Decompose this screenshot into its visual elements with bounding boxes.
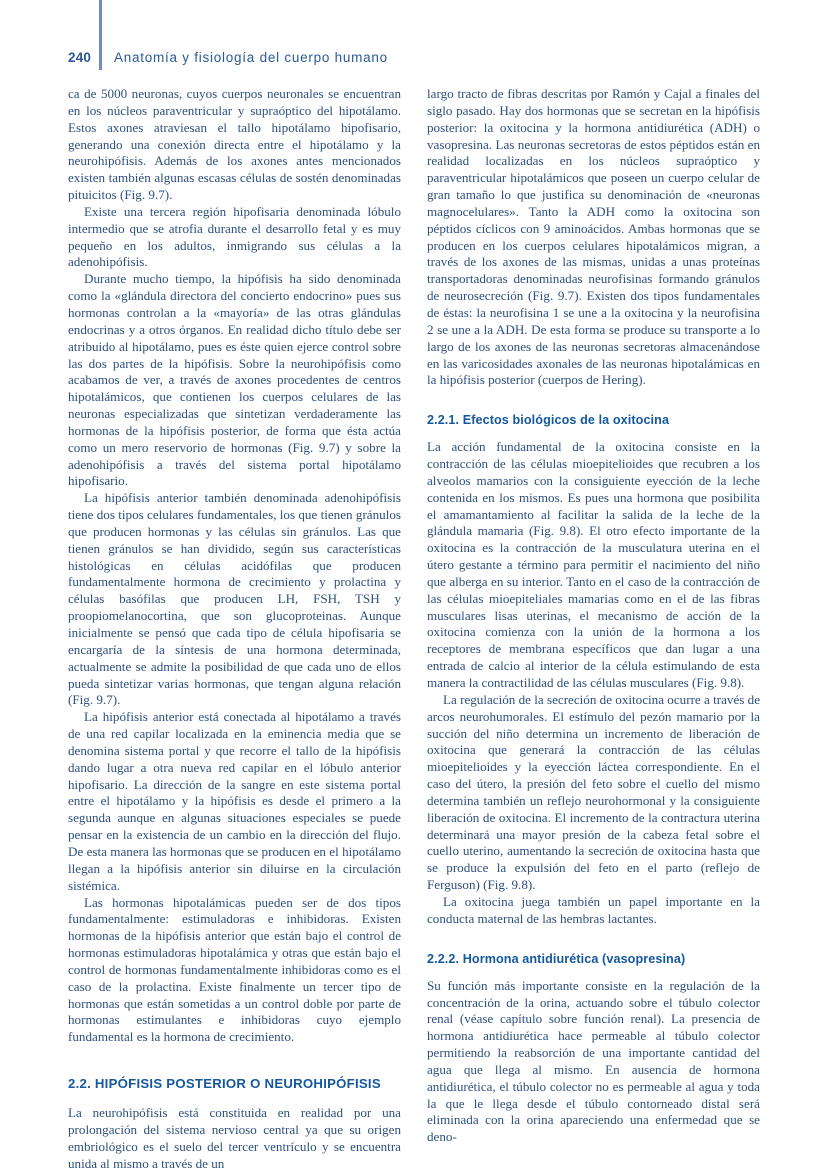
paragraph: La regulación de la secreción de oxitocina ocurre a través de arcos neurohumorales. El estímulo del pezón mamario por la succión del niño determina un incremento de liberación de oxitocina que generará la contracción de las células mioepitelioides y la eyección láctea correspondiente. En el caso del útero, la presión del feto sobre el cuello del mismo determina también un reflejo neurohormonal y la consiguiente liberación de oxitocina. El incremento de la contractura uterina determinará una mayor presión de la cabeza fetal sobre el cuello uterino, aumentando la secreción de oxitocina hasta que se produce la expulsión del feto en el parto (reflejo de Ferguson) (Fig. 9.8). [427, 691, 760, 893]
paragraph: La hipófisis anterior también denominada adenohipófisis tiene dos tipos celulares fundamentales, los que tienen gránulos que producen hormonas y las células sin gránulos. Las que tienen gránulos se han dividido, según sus características histológicas en células acidófilas que producen fundamentalmente hormona de crecimiento y prolactina y células basófilas que producen LH, FSH, TSH y proopiomelanocortina, que son glucoproteinas. Aunque inicialmente se pensó que cada tipo de célula hipofisaria se encargaría de la síntesis de una hormona determinada, actualmente se admite la posibilidad de que cada uno de ellos pueda sintetizar varias hormonas, que tengan alguna relación (Fig. 9.7). [68, 490, 401, 708]
running-head-title: Anatomía y fisiología del cuerpo humano [114, 50, 388, 65]
paragraph: Durante mucho tiempo, la hipófisis ha sido denominada como la «glándula directora del concierto endocrino» pues sus hormonas controlan a la «mayoría» de las otras glándulas endocrinas y a otros órganos. En realidad dicho título debe ser atribuido al hipotálamo, pues es éste quien ejerce control sobre las dos partes de la hipófisis. Sobre la neurohipófisis como acabamos de ver, a través de axones procedentes de centros hipotalámicos, que contienen los cuerpos celulares de las neuronas especializadas que sintetizan verdaderamente las hormonas de la hipófisis posterior, de forma que ésta actúa como un mero reservorio de hormonas (Fig. 9.7) y sobre la adenohipófisis a través del sistema portal hipotálamo hipofisario. [68, 271, 401, 489]
spacer [427, 928, 760, 952]
paragraph: Las hormonas hipotalámicas pueden ser de dos tipos fundamentalmente: estimuladoras e inhibidoras. Existen hormonas de la hipófisis anterior que están bajo el control de hormonas estimuladoras hipotalámica y otras que están bajo el control de hormonas fundamentalmente inhibidoras como es el caso de la prolactina. Existe finalmente un tercer tipo de hormonas que están sometidas a un control doble por parte de hormonas estimulantes e inhibidoras cuyo ejemplo fundamental es la hormona de crecimiento. [68, 894, 401, 1045]
page-number: 240 [68, 50, 92, 65]
paragraph: Su función más importante consiste en la regulación de la concentración de la orina, actuando sobre el túbulo colector renal (véase capítulo sobre función renal). La presencia de hormona antidiurética hace permeable al túbulo colector permitiendo la reabsorción de una importante cantidad del agua que llega al mismo. En ausencia de hormona antidiurética, el túbulo colector no es permeable al agua y toda la que le llega desde el túbulo contorneado distal será eliminada con la orina apareciendo una enfermedad que se deno- [427, 977, 760, 1145]
paragraph: Existe una tercera región hipofisaria denominada lóbulo intermedio que se atrofia durante el desarrollo fetal y es muy pequeño en los adultos, inmigrando sus células a la adenohipófisis. [68, 203, 401, 270]
spacer [68, 1091, 401, 1105]
page-header [68, 0, 768, 72]
subsection-heading-2-2-2: 2.2.2. Hormona antidiurética (vasopresina) [427, 951, 686, 966]
spacer [427, 389, 760, 413]
paragraph: largo tracto de fibras descritas por Ramón y Cajal a finales del siglo pasado. Hay dos hormonas que se secretan en la hipófisis posterior: la oxitocina y la hormona antidiurética (ADH) o vasopresina. Las neuronas secretoras de estos péptidos están en realidad localizadas en los núcleos supraóptico y paraventricular hipotalámicos que poseen un cuerpo celular de gran tamaño lo que justifica su denominación de «neuronas magnocelulares». Tanto la ADH como la oxitocina son péptidos cíclicos con 9 aminoácidos. Ambas hormonas que se producen en los cuerpos celulares hipotalámicos migran, a través de los axones de las mismas, unidas a unas proteínas transportadoras denominadas neurofisinas formando gránulos de neurosecreción (Fig. 9.7). Existen dos tipos fundamentales de éstas: la neurofisina 1 se une a la oxitocina y la neurofisina 2 se une a la ADH. De esta forma se produce su transporte a lo largo de los axones de las neuronas secretoras almacenándose en las varicosidades axonales de las neuronas hipotalámicas en la hipófisis posterior (cuerpos de Hering). [427, 86, 760, 388]
paragraph: La neurohipófisis está constituida en realidad por una prolongación del sistema nervioso central ya que su origen embriológico es el suelo del tercer ventrículo y se encuentra unida al mismo a través de un [68, 1105, 401, 1171]
spacer [427, 966, 760, 978]
text-column-left [68, 86, 401, 1172]
paragraph: La acción fundamental de la oxitocina consiste en la contracción de las células mioepitelioides que recubren a los alveolos mamarios con la consiguiente eyección de la leche contenida en los mismos. Es pues una hormona que posibilita el amamantamiento al facilitar la salida de la leche de la glándula mamaria (Fig. 9.8). El otro efecto importante de la oxitocina es la contracción de la musculatura uterina en el útero gestante a término para permitir el nacimiento del niño que alberga en su interior. Tanto en el caso de la contracción de las células mioepiteliales mamarias como en el de las fibras musculares lisas uterinas, el mecanismo de acción de la oxitocina comienza con la unión de la hormona a los receptores de membrana específicos que dan lugar a una entrada de calcio al interior de la célula estimulando de esta manera la contractilidad de las células musculares (Fig. 9.8). [427, 439, 760, 690]
spacer [427, 427, 760, 439]
paragraph: La hipófisis anterior está conectada al hipotálamo a través de una red capilar localizada en la eminencia media que se denomina sistema portal y que recorre el tallo de la hipófisis dando lugar a otra nueva red capilar en el lóbulo anterior hipofisario. La dirección de la sangre en este sistema portal entre el hipotálamo y la hipófisis es desde el primero a la segunda aunque en algunas situaciones especiales se puede pensar en la existencia de un cambio en la dirección del flujo. De esta manera las hormonas que se producen en el hipotálamo llegan a la hipófisis anterior sin diluirse en la circulación sistémica. [68, 709, 401, 893]
paragraph: ca de 5000 neuronas, cuyos cuerpos neuronales se encuentran en los núcleos paraventricular y supraóptico del hipotálamo. Estos axones atraviesan el tallo hipotálamo hipofisario, generando una conexión directa entre el hipotálamo y la neurohipófisis. Además de los axones antes mencionados existen también algunas escasas células de sostén denominadas pituicitos (Fig. 9.7). [68, 86, 401, 203]
spacer [68, 1046, 401, 1076]
text-column-right [427, 86, 760, 1146]
subsection-heading-2-2-1: 2.2.1. Efectos biológicos de la oxitocina [427, 413, 670, 428]
section-heading-2-2: 2.2. HIPÓFISIS POSTERIOR O NEUROHIPÓFISIS [68, 1076, 381, 1092]
header-vertical-rule-icon [99, 0, 102, 70]
paragraph: La oxitocina juega también un papel importante en la conducta maternal de las hembras lactantes. [427, 893, 760, 926]
